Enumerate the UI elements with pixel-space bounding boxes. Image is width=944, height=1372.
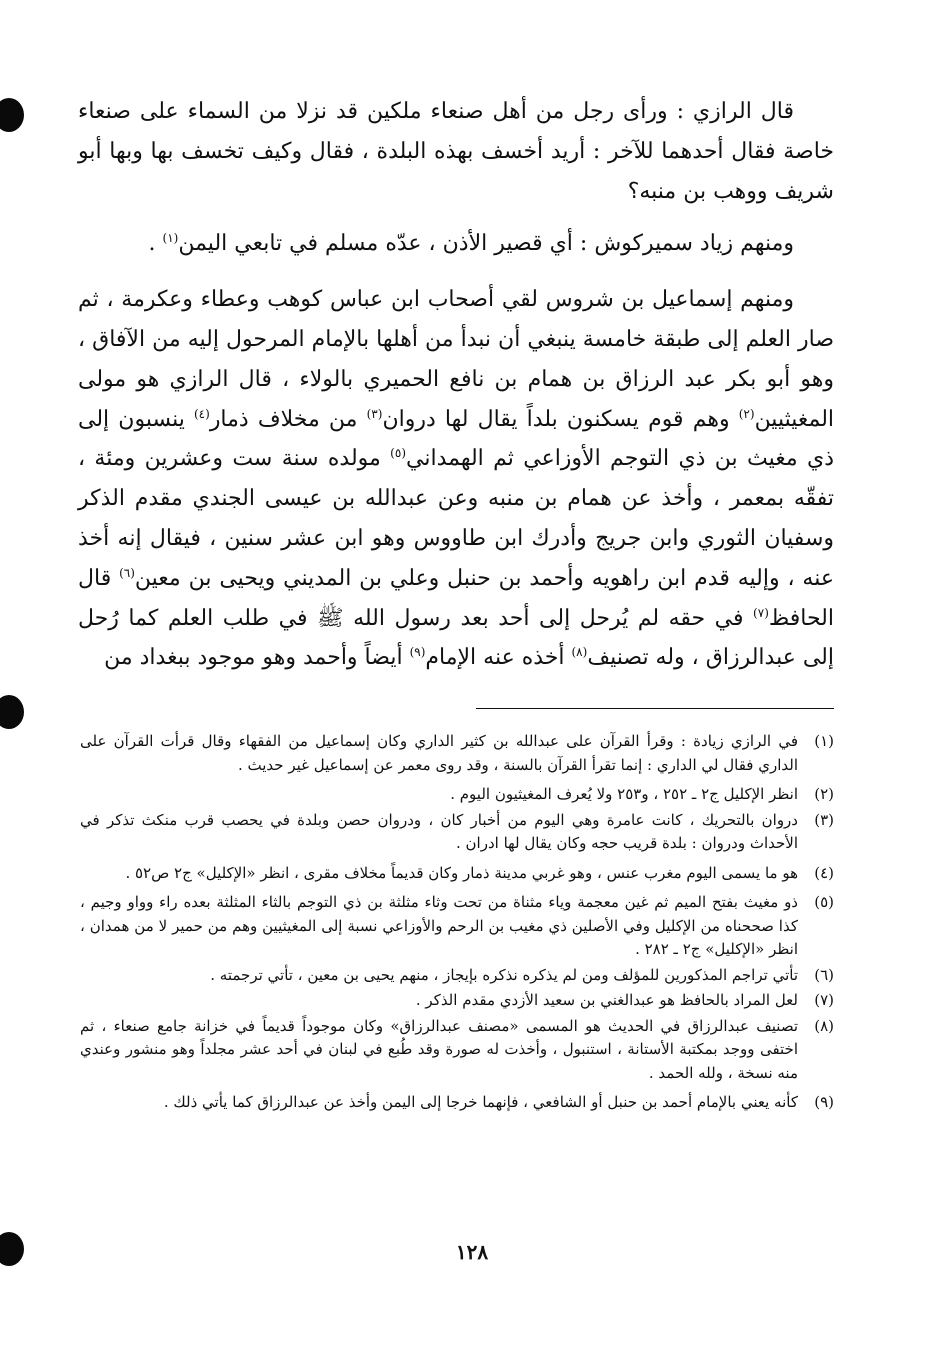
paragraph-text: ومنهم إسماعيل بن شروس لقي أصحاب ابن عباس كوهب وعطاء وعكرمة ، ثم صار العلم إلى طبقة خامسة ينبغي أن نبدأ من أهلها بالإمام المرحول إليه من الآفاق ، وهو أبو بكر عبد الرزاق بن همام بن نافع الحميري بالولاء ، قال الرازي هو مولى المغيثيين: [78, 287, 835, 432]
paragraph-text: أيضاً وأحمد وهو موجود ببغداد من: [104, 645, 410, 671]
footnote-text: تصنيف عبدالرزاق في الحديث هو المسمى «مصنف عبدالرزاق» وكان موجوداً قديماً في خزانة جامع صنعاء ، ثم اختفى ووجد بمكتبة الأستانة ، استنبول ، وأخذت له صورة وقد طُبع في لبنان في أحد عشر مجلداً وهو منشور وعندي منه نسخة ، ولله الحمد .: [80, 1016, 798, 1082]
footnote-ref: (٨): [571, 645, 588, 660]
footnote-ref: (٩): [409, 645, 426, 660]
paragraph-text: .: [148, 231, 163, 257]
footnote-ref: (٦): [119, 565, 135, 580]
paragraph-ziyad: [78, 224, 834, 264]
footnote-number: (٢): [814, 785, 834, 803]
footnote-2: [80, 783, 834, 807]
paragraph-text: قال الحافظ: [78, 565, 834, 631]
footnote-text: تأتي تراجم المذكورين للمؤلف ومن لم يذكره نذكره بإيجاز ، منهم يحيى بن معين ، تأتي ترجمته .: [210, 965, 798, 984]
footnote-number: (٩): [814, 1093, 834, 1111]
footnote-number: (١): [814, 732, 834, 750]
footnote-9: [80, 1091, 834, 1115]
punch-hole-mark: [0, 695, 24, 729]
paragraph-text: وهم قوم يسكنون بلداً يقال لها دروان: [382, 406, 739, 432]
footnote-3: [80, 809, 834, 856]
footnote-number: (٣): [814, 810, 834, 829]
footnote-ref: (٢): [738, 406, 755, 421]
footnote-7: [80, 989, 834, 1013]
footnote-text: في الرازي زيادة : وقرأ القرآن على عبدالله بن كثير الداري وكان إسماعيل من الفقهاء وقال قرأت القرآن على الداري فقال لي الداري : إنما تقرأ القرآن بالسنة ، وقد روى معمر عن إسماعيل غير حديث .: [80, 732, 798, 774]
footnote-ref: (٤): [193, 406, 210, 421]
footnote-number: (٦): [814, 965, 834, 984]
footnote-text: انظر الإكليل ج٢ ـ ٢٥٢ ، و٢٥٣ ولا يُعرف المغيثيون اليوم .: [450, 785, 798, 803]
footnote-number: (٥): [814, 893, 834, 911]
paragraph-ismail-abdulrazzaq: [78, 280, 834, 678]
footnote-number: (٨): [814, 1016, 834, 1035]
page-number: ١٢٨: [455, 1240, 489, 1264]
footnote-4: [80, 862, 834, 886]
footnote-text: كأنه يعني بالإمام أحمد بن حنبل أو الشافعي ، فإنهما خرجا إلى اليمن وأخذ عن عبدالرزاق كما يأتي ذلك .: [163, 1093, 798, 1111]
footnotes: [80, 730, 834, 1121]
paragraph-text: ومنهم زياد سميركوش : أي قصير الأذن ، عدّه مسلم في تابعي اليمن: [178, 231, 794, 257]
footnote-number: (٧): [814, 991, 834, 1009]
paragraph-text: مولده سنة ست وعشرين ومئة ، تفقّه بمعمر ، وأخذ عن همام بن منبه وعن عبدالله بن عيسى الجندي مقدم الذكر وسفيان الثوري وابن جريج وأدرك ابن طاووس وهو ابن عشر سنين ، فيقال إنه أخذ عنه ، وإليه قدم ابن راهويه وأحمد بن حنبل وعلي بن المديني ويحيى بن معين: [78, 446, 835, 591]
footnote-text: ذو مغيث بفتح الميم ثم غين معجمة وياء مثناة من تحت وثاء مثلثة بن ذي التوجم بالثاء المثلثة بعده راء وواو وجيم ، كذا صححناه من الإكليل وفي الأصلين ذي مغيب بن الرحم والأوزاعي نسبة إلى المغيثيين وهم من حمير لا من همدان ، انظر «الإكليل» ج٢ ـ ٢٨٢ .: [80, 893, 798, 958]
footnote-number: (٤): [814, 863, 834, 882]
footnote-1: [80, 730, 834, 777]
footnote-text: لعل المراد بالحافظ هو عبدالغني بن سعيد الأزدي مقدم الذكر .: [415, 991, 798, 1009]
main-text: [78, 92, 834, 678]
footnote-6: [80, 964, 834, 988]
footnote-ref: (٣): [366, 406, 383, 421]
footnote-5: [80, 891, 834, 962]
paragraph-text: ينسبون إلى ذي مغيث بن ذي التوجم الأوزاعي ثم الهمداني: [78, 406, 834, 472]
paragraph-text: أخذه عنه الإمام: [425, 645, 572, 671]
footnote-text: دروان بالتحريك ، كانت عامرة وهي اليوم من أخبار كان ، ودروان حصن وبلدة في يحصب قرب منكث تذكر في الأحداث ودروان : بلدة قريب حجه وكان يقال لها ادران .: [80, 810, 798, 852]
paragraph-razi-story: قال الرازي : ورأى رجل من أهل صنعاء ملكين قد نزلا من السماء على صنعاء خاصة فقال أحدهما للآخر : أريد أخسف بهذه البلدة ، فقال وكيف تخسف بها وبها أبو شريف ووهب بن منبه؟: [78, 99, 834, 204]
footnote-ref: (٥): [390, 446, 406, 461]
footnote-separator: [476, 708, 834, 709]
footnote-ref: (١): [162, 231, 179, 246]
footnote-ref: (٧): [753, 605, 769, 620]
paragraph-text: في حقه لم يُرحل إلى أحد بعد رسول الله ﷺ في طلب العلم كما رُحل إلى عبدالرزاق ، وله تصنيف: [78, 605, 834, 671]
footnote-8: [80, 1015, 834, 1086]
footnote-text: هو ما يسمى اليوم مغرب عنس ، وهو غربي مدينة ذمار وكان قديماً مخلاف مقرى ، انظر «الإكليل» ج٢ ص٥٢ .: [125, 863, 798, 882]
punch-hole-mark: [0, 98, 24, 132]
paragraph-text: من مخلاف ذمار: [209, 406, 367, 432]
